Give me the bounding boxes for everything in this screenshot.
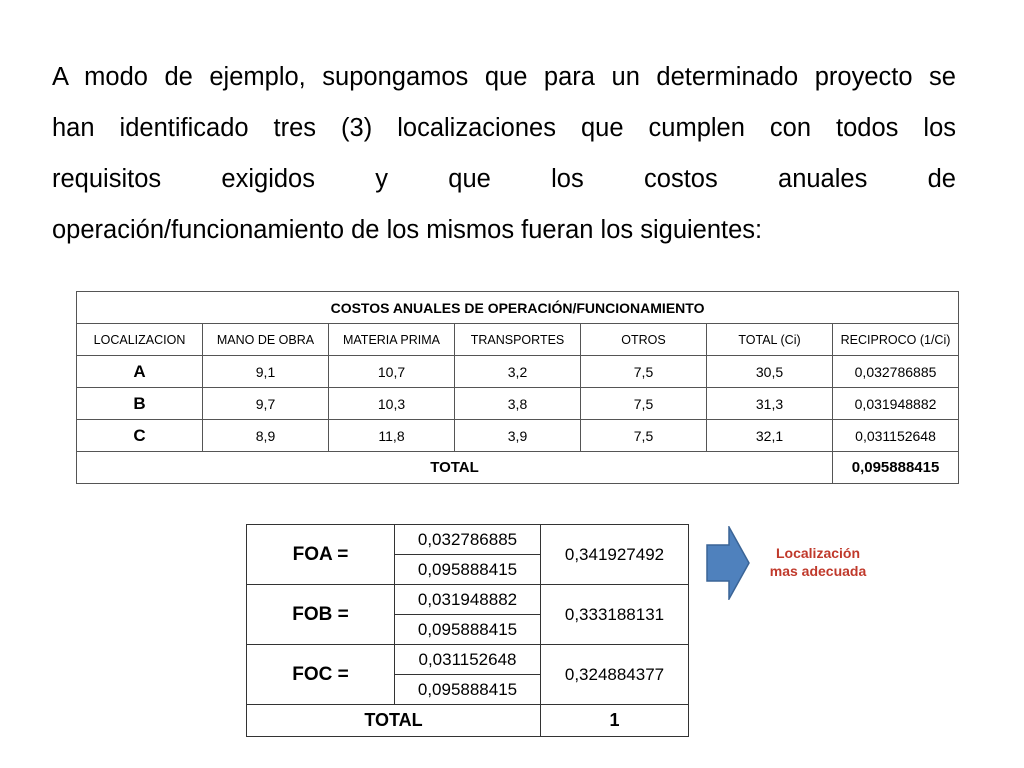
fo-label: FOC = bbox=[247, 645, 395, 705]
costs-table bbox=[76, 291, 959, 484]
fo-row bbox=[247, 645, 689, 675]
total-value: 0,095888415 bbox=[833, 452, 959, 484]
intro-line: A modo de ejemplo, supongamos que para un determinado proyecto se bbox=[52, 63, 956, 91]
fo-row bbox=[247, 525, 689, 555]
table-cell: 10,7 bbox=[329, 356, 455, 388]
table-cell: 0,031152648 bbox=[833, 420, 959, 452]
fo-result: 0,324884377 bbox=[541, 645, 689, 705]
table-cell: 30,5 bbox=[707, 356, 833, 388]
fo-total-value: 1 bbox=[541, 705, 689, 737]
fo-total-row bbox=[247, 705, 689, 737]
table-cell: A bbox=[77, 356, 203, 388]
intro-line: requisitos exigidos y que los costos anuales de bbox=[52, 165, 956, 193]
intro-line: operación/funcionamiento de los mismos fueran los siguientes: bbox=[52, 216, 763, 244]
table-cell: 0,032786885 bbox=[833, 356, 959, 388]
table-cell: 7,5 bbox=[581, 356, 707, 388]
table-cell: B bbox=[77, 388, 203, 420]
callout-line: Localización bbox=[775, 545, 861, 561]
fo-denominator: 0,095888415 bbox=[395, 615, 541, 645]
table-cell: 3,2 bbox=[455, 356, 581, 388]
right-arrow-icon bbox=[706, 526, 750, 600]
fo-result: 0,333188131 bbox=[541, 585, 689, 645]
table-cell: 0,031948882 bbox=[833, 388, 959, 420]
total-label: TOTAL bbox=[77, 452, 833, 484]
intro-line: han identificado tres (3) localizaciones que cumplen con todos los bbox=[52, 114, 956, 142]
column-header: TRANSPORTES bbox=[455, 324, 581, 356]
intro-paragraph bbox=[52, 52, 956, 256]
fo-numerator: 0,032786885 bbox=[395, 525, 541, 555]
table-cell: C bbox=[77, 420, 203, 452]
table-cell: 9,7 bbox=[203, 388, 329, 420]
fo-table bbox=[246, 524, 689, 737]
table-row bbox=[77, 356, 959, 388]
fo-denominator: 0,095888415 bbox=[395, 675, 541, 705]
table-cell: 9,1 bbox=[203, 356, 329, 388]
column-header: MATERIA PRIMA bbox=[329, 324, 455, 356]
callout-label bbox=[760, 544, 876, 580]
column-header: LOCALIZACION bbox=[77, 324, 203, 356]
callout-line: mas adecuada bbox=[769, 563, 867, 579]
column-header: TOTAL (Ci) bbox=[707, 324, 833, 356]
fo-numerator: 0,031948882 bbox=[395, 585, 541, 615]
total-row bbox=[77, 452, 959, 484]
table-cell: 3,8 bbox=[455, 388, 581, 420]
table-cell: 32,1 bbox=[707, 420, 833, 452]
column-header: RECIPROCO (1/Ci) bbox=[833, 324, 959, 356]
fo-total-label: TOTAL bbox=[247, 705, 541, 737]
costs-table-title: COSTOS ANUALES DE OPERACIÓN/FUNCIONAMIENTO bbox=[77, 292, 959, 324]
fo-numerator: 0,031152648 bbox=[395, 645, 541, 675]
fo-result: 0,341927492 bbox=[541, 525, 689, 585]
table-cell: 3,9 bbox=[455, 420, 581, 452]
table-cell: 8,9 bbox=[203, 420, 329, 452]
table-cell: 10,3 bbox=[329, 388, 455, 420]
fo-denominator: 0,095888415 bbox=[395, 555, 541, 585]
table-cell: 31,3 bbox=[707, 388, 833, 420]
table-row bbox=[77, 388, 959, 420]
table-cell: 7,5 bbox=[581, 420, 707, 452]
table-cell: 7,5 bbox=[581, 388, 707, 420]
column-header: MANO DE OBRA bbox=[203, 324, 329, 356]
table-cell: 11,8 bbox=[329, 420, 455, 452]
fo-row bbox=[247, 585, 689, 615]
fo-label: FOA = bbox=[247, 525, 395, 585]
table-row bbox=[77, 420, 959, 452]
fo-label: FOB = bbox=[247, 585, 395, 645]
column-header: OTROS bbox=[581, 324, 707, 356]
